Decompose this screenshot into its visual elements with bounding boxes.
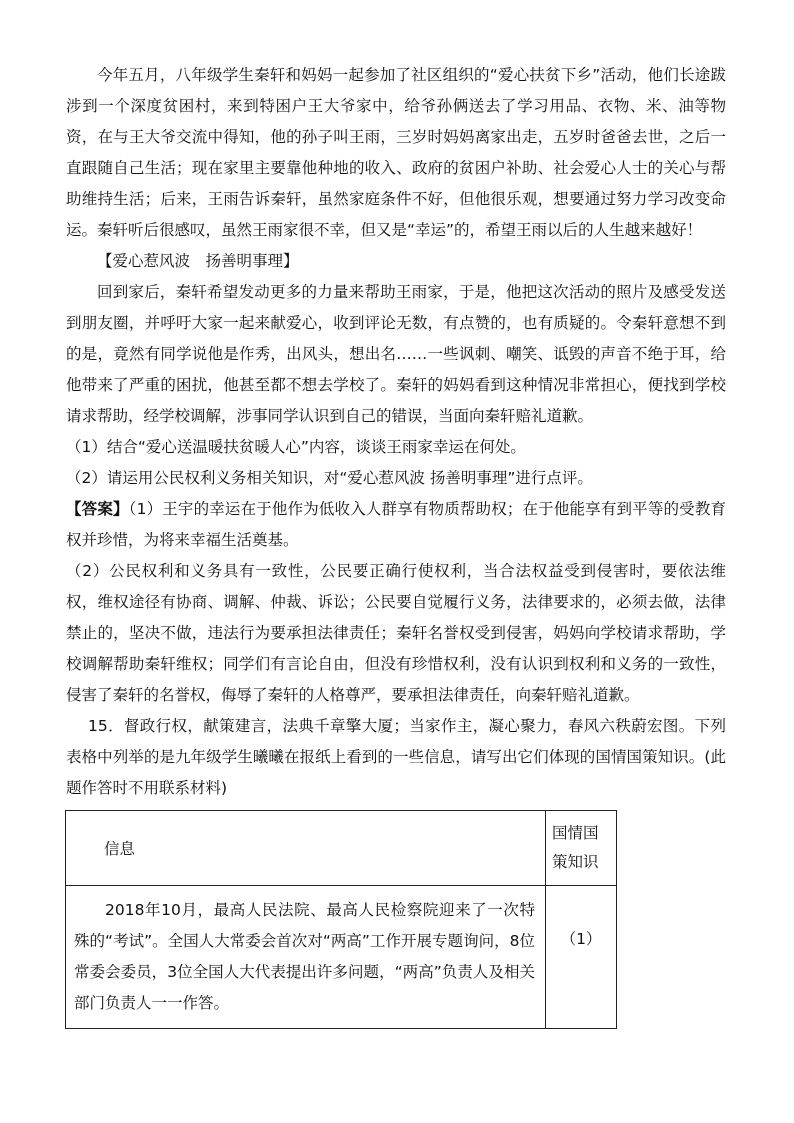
row-answer: （1） [546,886,617,1029]
section-heading: 【爱心惹风波 扬善明事理】 [97,252,299,270]
table-row [66,886,617,1029]
paragraph-story-follow-up: 回到家后，秦轩希望发动更多的力量来帮助王雨家，于是，他把这次活动的照片及感受发送到朋友圈，并呼吁大家一起来献爱心，收到评论无数，有点赞的，也有质疑的。令秦轩意想不到的是，竟然有同学说他是作秀，出风头，想出名……一些讽刺、嘲笑、诋毁的声音不绝于耳，给他带来了严重的困扰，他甚至都不想去学校了。秦轩的妈妈看到这种情况非常担心，便找到学校请求帮助，经学校调解，涉事同学认识到自己的错误，当面向秦轩赔礼道歉。 [66,283,726,425]
question-15: 15．督政行权，献策建言，法典千章擎大厦；当家作主，凝心聚力，春风六秩蔚宏图。下列表格中列举的是九年级学生曦曦在报纸上看到的一些信息，请写出它们体现的国情国策知识。(此题作答时不用联系材料) [66,717,726,797]
paragraph-story-intro: 今年五月，八年级学生秦轩和妈妈一起参加了社区组织的“爱心扶贫下乡”活动，他们长途跋涉到一个深度贫困村，来到特困户王大爷家中，给爷孙俩送去了学习用品、衣物、米、油等物资，在与王大爷交流中得知，他的孙子叫王雨，三岁时妈妈离家出走，五岁时爸爸去世，之后一直跟随自己生活；现在家里主要靠他种地的收入、政府的贫困户补助、社会爱心人士的关心与帮助维持生活；后来，王雨告诉秦轩，虽然家庭条件不好，但他很乐观，想要通过努力学习改变命运。秦轩听后很感叹，虽然王雨家很不幸，但又是“幸运”的，希望王雨以后的人生越来越好！ [66,66,726,239]
answer-label: 【答案】 [66,500,129,518]
question-1: （1）结合“爱心送温暖扶贫暖人心”内容，谈谈王雨家幸运在何处。 [66,438,526,456]
answer-1-text: （1）王宇的幸运在于他作为低收入人群享有物质帮助权；在于他能享有到平等的受教育权并珍惜，为将来幸福生活奠基。 [66,500,726,549]
question-2: （2）请运用公民权利义务相关知识，对“爱心惹风波 扬善明事理”进行点评。 [66,469,593,487]
header-knowledge: 国情国策知识 [546,811,617,886]
row-info: 2018年10月，最高人民法院、最高人民检察院迎来了一次特殊的“考试”。全国人大常委会首次对“两高”工作开展专题询问，8位常委会委员，3位全国人大代表提出许多问题，“两高”负责人及相关部门负责人一一作答。 [66,886,546,1029]
answer-1 [66,494,726,556]
info-table [65,810,617,1029]
document-body [66,60,726,804]
header-info: 信息 [66,811,546,886]
table-header-row [66,811,617,886]
answer-2: （2）公民权利和义务具有一致性，公民要正确行使权利，当合法权益受到侵害时，要依法维权，维权途径有协商、调解、仲裁、诉讼；公民要自觉履行义务，法律要求的，必须去做，法律禁止的，坚决不做，违法行为要承担法律责任；秦轩名誉权受到侵害，妈妈向学校请求帮助，学校调解帮助秦轩维权；同学们有言论自由，但没有珍惜权利，没有认识到权利和义务的一致性，侵害了秦轩的名誉权，侮辱了秦轩的人格尊严，要承担法律责任，向秦轩赔礼道歉。 [66,562,726,704]
